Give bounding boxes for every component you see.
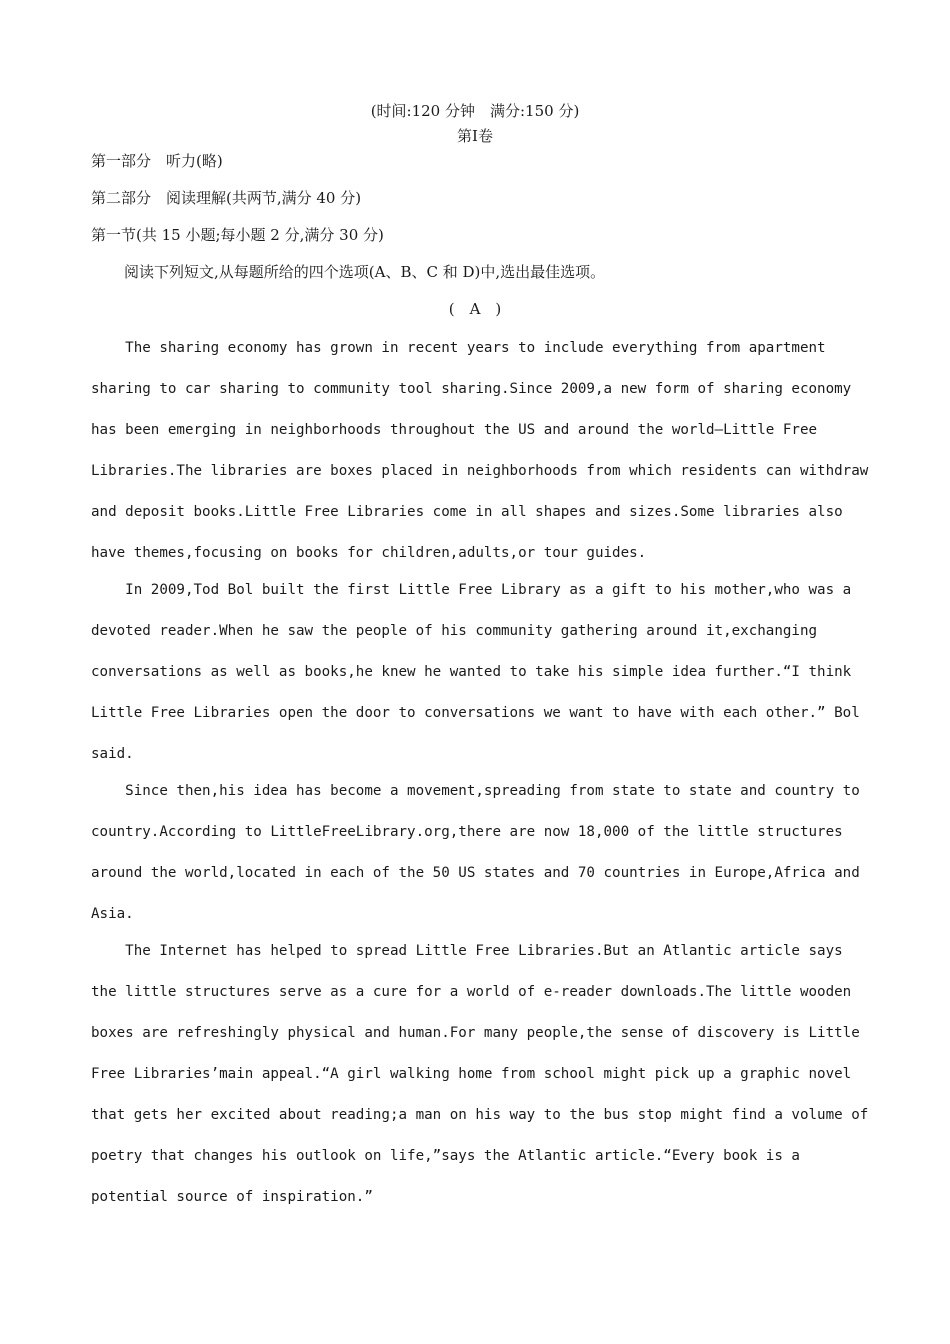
passage-line: In 2009,Tod Bol built the first Little Free Library as a gift to his mother,who was a bbox=[91, 582, 852, 598]
passage-line: sharing to car sharing to community tool sharing.Since 2009,a new form of sharing economy bbox=[91, 381, 852, 397]
passage-line: country.According to LittleFreeLibrary.org,there are now 18,000 of the little structures bbox=[91, 824, 843, 840]
passage-line: Asia. bbox=[91, 906, 134, 922]
passage-line: have themes,focusing on books for children,adults,or tour guides. bbox=[91, 545, 647, 561]
time-score-line: (时间:120 分钟 满分:150 分) bbox=[370, 102, 580, 120]
passage-line: potential source of inspiration.” bbox=[91, 1189, 373, 1205]
passage-line: Little Free Libraries open the door to conversations we want to have with each other.” Bol bbox=[91, 705, 860, 721]
passage-line: boxes are refreshingly physical and human.For many people,the sense of discovery is Little bbox=[91, 1025, 860, 1041]
passage-line: around the world,located in each of the 50 US states and 70 countries in Europe,Africa and bbox=[91, 865, 860, 881]
passage-line: conversations as well as books,he knew he wanted to take his simple idea further.“I think bbox=[91, 664, 852, 680]
section-one-heading: 第一节(共 15 小题;每小题 2 分,满分 30 分) bbox=[91, 226, 384, 244]
passage-line: The Internet has helped to spread Little Free Libraries.But an Atlantic article says bbox=[91, 943, 843, 959]
part-one-heading: 第一部分 听力(略) bbox=[91, 152, 223, 170]
passage-line: poetry that changes his outlook on life,”says the Atlantic article.“Every book is a bbox=[91, 1148, 800, 1164]
passage-line: The sharing economy has grown in recent years to include everything from apartment bbox=[91, 340, 826, 356]
passage-line: Since then,his idea has become a movement,spreading from state to state and country to bbox=[91, 783, 860, 799]
passage-label: ( A ) bbox=[448, 300, 502, 318]
volume-title: 第Ⅰ卷 bbox=[457, 127, 493, 145]
passage-line: and deposit books.Little Free Libraries come in all shapes and sizes.Some libraries also bbox=[91, 504, 843, 520]
passage-line: Libraries.The libraries are boxes placed in neighborhoods from which residents can withdraw bbox=[91, 463, 869, 479]
passage-line: devoted reader.When he saw the people of his community gathering around it,exchanging bbox=[91, 623, 818, 639]
passage-line: said. bbox=[91, 746, 134, 762]
passage-line: that gets her excited about reading;a man on his way to the bus stop might find a volume of bbox=[91, 1107, 869, 1123]
instruction-text: 阅读下列短文,从每题所给的四个选项(A、B、C 和 D)中,选出最佳选项。 bbox=[124, 263, 606, 281]
part-two-heading: 第二部分 阅读理解(共两节,满分 40 分) bbox=[91, 189, 362, 207]
passage-line: has been emerging in neighborhoods throughout the US and around the world—Little Free bbox=[91, 422, 818, 438]
passage-line: the little structures serve as a cure for a world of e-reader downloads.The little wooden bbox=[91, 984, 852, 1000]
passage-line: Free Libraries’main appeal.“A girl walking home from school might pick up a graphic novel bbox=[91, 1066, 852, 1082]
